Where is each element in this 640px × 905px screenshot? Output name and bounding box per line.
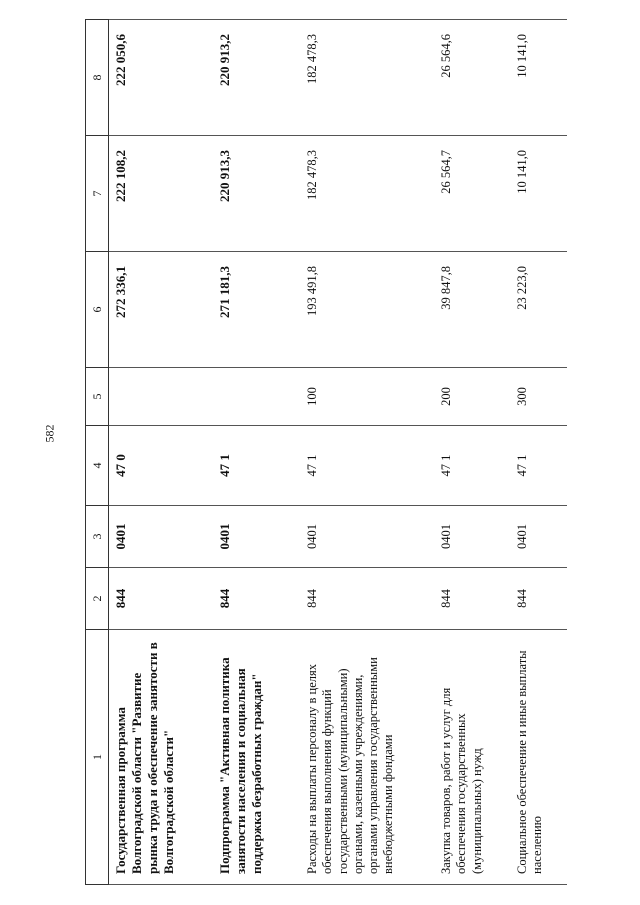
row-name: Закупка товаров, работ и услуг для обеспечения государственных (муниципальных) нужд <box>435 630 511 885</box>
cell-value-8: 222 050,6 <box>109 20 214 136</box>
table-row <box>109 20 214 885</box>
cell-code: 844 <box>511 568 567 630</box>
cell-expense-type: 200 <box>435 368 511 426</box>
cell-section: 0401 <box>301 506 435 568</box>
cell-section: 0401 <box>109 506 214 568</box>
row-name: Социальное обеспечение и иные выплаты населению <box>511 630 567 885</box>
header-cell: 3 <box>86 506 109 568</box>
cell-expense-type: 100 <box>301 368 435 426</box>
cell-value-7: 222 108,2 <box>109 136 214 252</box>
row-name: Расходы на выплаты персоналу в целях обеспечения выполнения функций государственными (муниципальными) органами, казенными учреждениями, органами управления государственными внебюджетными фондами <box>301 630 435 885</box>
cell-code: 844 <box>435 568 511 630</box>
cell-code: 844 <box>109 568 214 630</box>
cell-value-6: 193 491,8 <box>301 252 435 368</box>
cell-value-8: 220 913,2 <box>213 20 301 136</box>
cell-expense-type: 300 <box>511 368 567 426</box>
table-row <box>435 20 511 885</box>
cell-section: 0401 <box>511 506 567 568</box>
cell-value-6: 272 336,1 <box>109 252 214 368</box>
cell-expense-type <box>213 368 301 426</box>
page-number: 582 <box>42 424 57 443</box>
budget-table <box>85 19 567 885</box>
cell-program: 47 0 <box>109 426 214 506</box>
table-row <box>213 20 301 885</box>
cell-value-7: 10 141,0 <box>511 136 567 252</box>
cell-value-7: 26 564,7 <box>435 136 511 252</box>
row-name: Государственная программа Волгоградской области "Развитие рынка труда и обеспечение занятости в Волгоградской области" <box>109 630 214 885</box>
cell-section: 0401 <box>435 506 511 568</box>
header-cell: 8 <box>86 20 109 136</box>
row-name: Подпрограмма "Активная политика занятости населения и социальная поддержка безработных граждан" <box>213 630 301 885</box>
cell-value-8: 182 478,3 <box>301 20 435 136</box>
cell-code: 844 <box>301 568 435 630</box>
table-row <box>511 20 567 885</box>
cell-program: 47 1 <box>213 426 301 506</box>
header-row <box>86 20 109 885</box>
table-row <box>301 20 435 885</box>
header-cell: 2 <box>86 568 109 630</box>
rotated-page <box>85 20 605 885</box>
header-cell: 6 <box>86 252 109 368</box>
cell-program: 47 1 <box>511 426 567 506</box>
cell-program: 47 1 <box>301 426 435 506</box>
cell-program: 47 1 <box>435 426 511 506</box>
header-cell: 4 <box>86 426 109 506</box>
cell-value-8: 10 141,0 <box>511 20 567 136</box>
cell-code: 844 <box>213 568 301 630</box>
cell-expense-type <box>109 368 214 426</box>
cell-value-6: 271 181,3 <box>213 252 301 368</box>
header-cell: 7 <box>86 136 109 252</box>
cell-value-8: 26 564,6 <box>435 20 511 136</box>
header-cell: 5 <box>86 368 109 426</box>
header-cell: 1 <box>86 630 109 885</box>
cell-value-7: 220 913,3 <box>213 136 301 252</box>
cell-value-6: 23 223,0 <box>511 252 567 368</box>
cell-section: 0401 <box>213 506 301 568</box>
cell-value-7: 182 478,3 <box>301 136 435 252</box>
cell-value-6: 39 847,8 <box>435 252 511 368</box>
